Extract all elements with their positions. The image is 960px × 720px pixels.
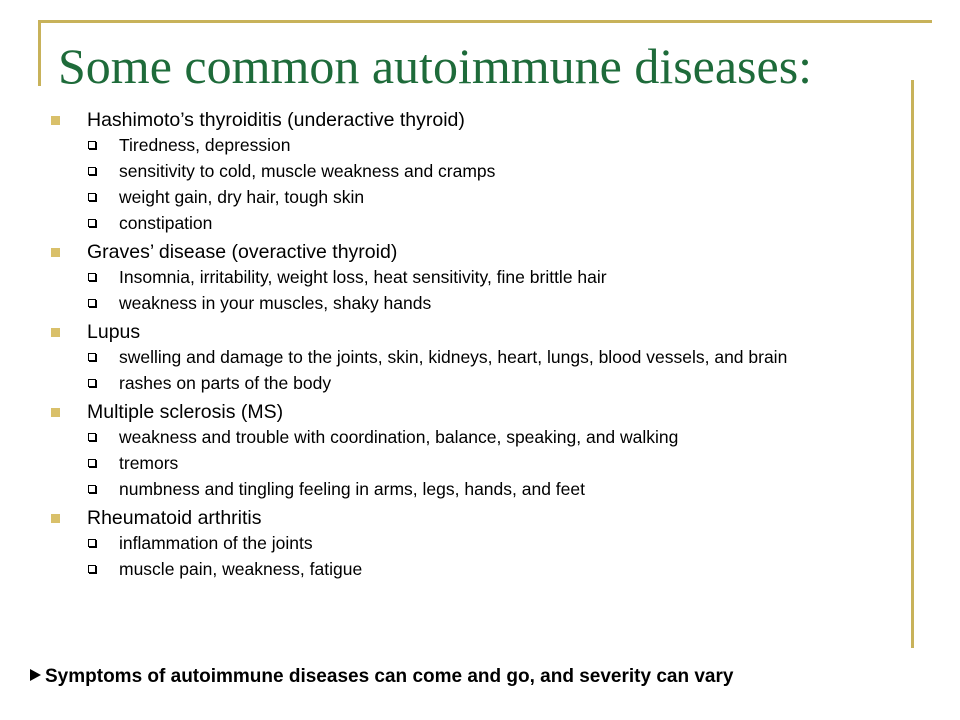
arrow-bullet-icon: [30, 669, 41, 681]
symptom-text: sensitivity to cold, muscle weakness and cramps: [119, 161, 496, 181]
symptom-text: muscle pain, weakness, fatigue: [119, 559, 363, 579]
disease-name: Lupus: [87, 321, 141, 343]
disease-item-graves: [50, 240, 900, 312]
box-bullet-icon: [88, 273, 96, 281]
disease-item-lupus: [50, 320, 900, 392]
disease-list: [50, 108, 900, 586]
box-bullet-icon: [88, 193, 96, 201]
frame-left-line: [38, 20, 41, 86]
box-bullet-icon: [88, 565, 96, 573]
symptom-text: numbness and tingling feeling in arms, legs, hands, and feet: [119, 479, 585, 499]
symptom-text: rashes on parts of the body: [119, 373, 332, 393]
frame-right-line: [911, 80, 914, 648]
disease-name: Rheumatoid arthritis: [87, 507, 262, 529]
symptom-text: constipation: [119, 213, 213, 233]
disease-name: Multiple sclerosis (MS): [87, 401, 284, 423]
box-bullet-icon: [88, 379, 96, 387]
disease-item-hashimoto: [50, 108, 900, 232]
square-bullet-icon: [51, 116, 60, 125]
box-bullet-icon: [88, 459, 96, 467]
footnote-text: Symptoms of autoimmune diseases can come and go, and severity can vary: [45, 666, 734, 687]
square-bullet-icon: [51, 248, 60, 257]
symptom-text: weakness in your muscles, shaky hands: [119, 293, 432, 313]
disease-name: Hashimoto’s thyroiditis (underactive thyroid): [87, 109, 465, 131]
box-bullet-icon: [88, 141, 96, 149]
box-bullet-icon: [88, 433, 96, 441]
symptom-text: Tiredness, depression: [119, 135, 291, 155]
disease-name: Graves’ disease (overactive thyroid): [87, 241, 398, 263]
box-bullet-icon: [88, 299, 96, 307]
disease-item-ra: [50, 506, 900, 578]
disease-item-ms: [50, 400, 900, 498]
symptom-text: swelling and damage to the joints, skin, kidneys, heart, lungs, blood vessels, and brain: [119, 347, 788, 367]
symptom-text: weakness and trouble with coordination, balance, speaking, and walking: [119, 427, 679, 447]
symptom-text: inflammation of the joints: [119, 533, 313, 553]
box-bullet-icon: [88, 539, 96, 547]
symptom-text: Insomnia, irritability, weight loss, heat sensitivity, fine brittle hair: [119, 267, 607, 287]
square-bullet-icon: [51, 408, 60, 417]
box-bullet-icon: [88, 167, 96, 175]
box-bullet-icon: [88, 353, 96, 361]
square-bullet-icon: [51, 514, 60, 523]
square-bullet-icon: [51, 328, 60, 337]
box-bullet-icon: [88, 485, 96, 493]
symptom-text: weight gain, dry hair, tough skin: [119, 187, 365, 207]
box-bullet-icon: [88, 219, 96, 227]
footnote: [30, 665, 733, 689]
symptom-text: tremors: [119, 453, 179, 473]
frame-top-line: [38, 20, 932, 23]
slide-title: Some common autoimmune diseases:: [58, 38, 813, 94]
